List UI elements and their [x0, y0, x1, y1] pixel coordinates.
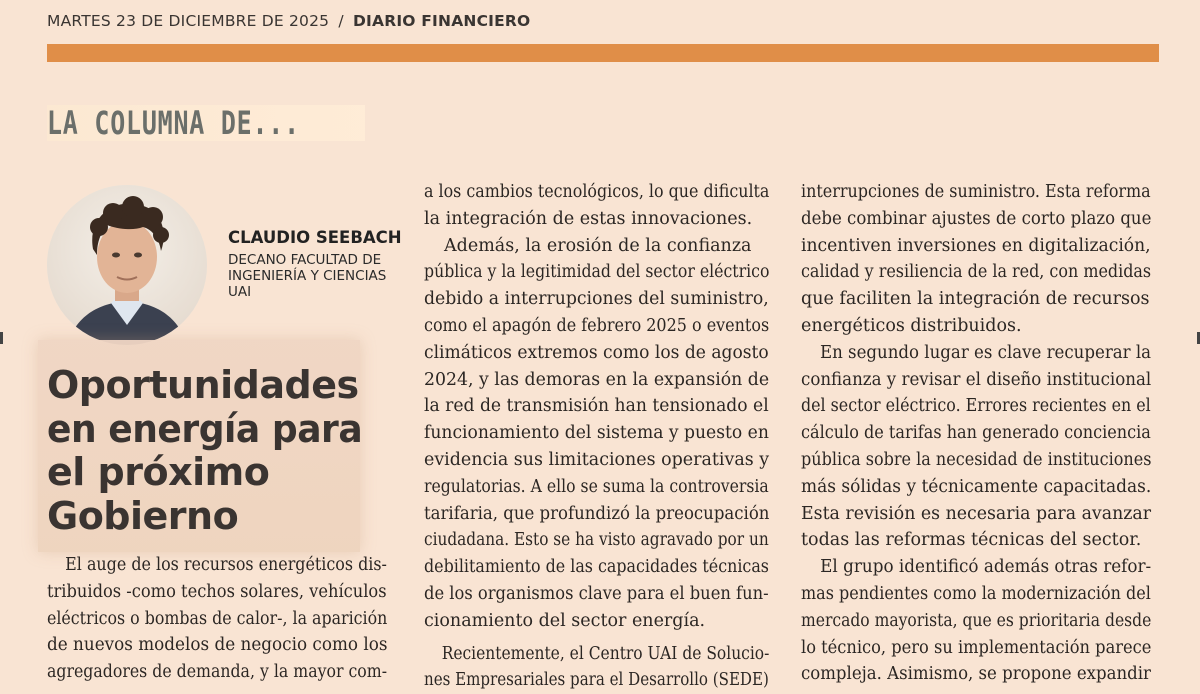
body-line: interrupciones de suministro. Esta reforma [801, 182, 1151, 202]
body-line: pública y la legitimidad del sector eléctrico [424, 262, 770, 283]
body-line: lo técnico, pero su implementación parece [801, 637, 1152, 658]
body-line: regulatorias. A ello se suma la controversia [424, 476, 769, 497]
newspaper-name: DIARIO FINANCIERO [352, 12, 531, 30]
author-photo [47, 185, 207, 345]
body-line: El grupo identificó además otras refor- [820, 557, 1152, 578]
body-line: que faciliten la integración de recursos [801, 289, 1150, 310]
body-line: compleja. Asimismo, se propone expandir [801, 664, 1151, 685]
body-line: energéticos distribuidos. [801, 315, 1022, 336]
body-line: nes Empresariales para el Desarrollo (SEDE) [424, 670, 769, 691]
body-line: todas las reformas técnicas del sector. [801, 530, 1142, 551]
body-line: 2024, y las demoras en la expansión de [424, 369, 770, 390]
article-column-2 [424, 179, 769, 694]
body-line: a los cambios tecnológicos, lo que dificulta [424, 182, 770, 202]
body-line: del sector eléctrico. Errores recientes en el [801, 396, 1151, 417]
body-line: confianza y revisar el diseño institucional [801, 369, 1152, 390]
body-line: El auge de los recursos energéticos dis- [65, 555, 387, 575]
section-title-box [47, 105, 365, 141]
left-edge-mark [0, 332, 3, 344]
headline-line: en energía para [47, 406, 363, 451]
body-line: tribuidos -como techos solares, vehículos [47, 581, 387, 602]
issue-date: MARTES 23 DE DICIEMBRE DE 2025 [47, 12, 330, 30]
body-line: calidad y resiliencia de la red, con medidas [801, 262, 1152, 283]
body-line: mercado mayorista, que es prioritaria desde [801, 610, 1152, 631]
page-header [47, 12, 530, 30]
body-line: En segundo lugar es clave recuperar la [819, 342, 1152, 363]
body-line: de los organismos clave para el buen fun- [424, 583, 769, 604]
article-headline [47, 364, 387, 538]
author-role-line: UAI [228, 284, 252, 300]
body-line: mas pendientes como la modernización del [801, 583, 1151, 604]
body-line: eléctricos o bombas de calor-, la aparición [47, 608, 388, 629]
article-column-3 [801, 179, 1151, 688]
body-line: incentiven inversiones en digitalización, [801, 235, 1151, 256]
headline-line: Gobierno [47, 493, 239, 538]
author-name: CLAUDIO SEEBACH [228, 228, 402, 247]
orange-rule [47, 44, 1159, 62]
section-title: LA COLUMNA DE... [47, 104, 300, 142]
body-line: tarifaria, que profundizó la preocupación [424, 503, 770, 524]
author-role-line: INGENIERÍA Y CIENCIAS [228, 268, 387, 284]
body-line: debilitamiento de las capacidades técnicas [424, 557, 769, 578]
article-column-1 [47, 552, 387, 686]
headline-line: Oportunidades [47, 363, 359, 407]
body-line: ciudadana. Esto se ha visto agravado por un [424, 530, 769, 551]
body-line: debido a interrupciones del suministro, [424, 289, 769, 310]
body-line: como el apagón de febrero 2025 o eventos [424, 315, 770, 336]
body-line: pública sobre la necesidad de instituciones [801, 449, 1152, 470]
body-line: de nuevos modelos de negocio como los [47, 635, 388, 656]
body-line: más sólidas y técnicamente capacitadas. [801, 476, 1152, 497]
body-line: Esta revisión es necesaria para avanzar [801, 503, 1152, 524]
body-line: climáticos extremos como los de agosto [424, 342, 769, 363]
body-line: cálculo de tarifas han generado conciencia [801, 423, 1151, 444]
header-separator: / [338, 12, 344, 30]
body-line: funcionamiento del sistema y puesto en [424, 423, 769, 444]
body-line: Recientemente, el Centro UAI de Solucio- [441, 643, 770, 664]
author-role-line: DECANO FACULTAD DE [228, 252, 382, 268]
body-line: la integración de estas innovaciones. [424, 208, 753, 229]
body-line: la red de transmisión han tensionado el [424, 396, 769, 417]
headline-line: el próximo [47, 450, 270, 494]
body-line: debe combinar ajustes de corto plazo que [801, 208, 1152, 229]
body-line: cionamiento del sector energía. [424, 610, 706, 631]
body-line: agregadores de demanda, y la mayor com- [47, 662, 388, 683]
body-line: Además, la erosión de la confianza [444, 235, 752, 256]
author-role [228, 252, 403, 300]
body-line: evidencia sus limitaciones operativas y [424, 449, 770, 470]
author-portrait-image [47, 185, 207, 345]
